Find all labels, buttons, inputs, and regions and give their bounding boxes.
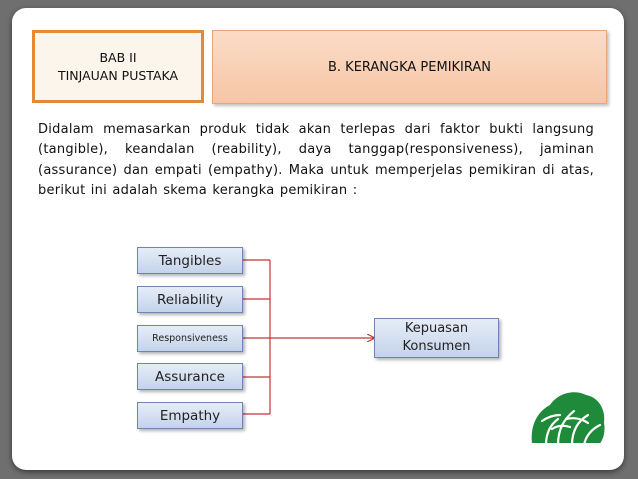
node-assurance: Assurance [137, 363, 243, 390]
node-reliability: Reliability [137, 286, 243, 313]
chapter-number: BAB II [99, 49, 137, 65]
node-kepuasan-konsumen [374, 318, 499, 358]
section-title: B. KERANGKA PEMIKIRAN [327, 59, 492, 75]
tree-logo-icon [528, 385, 608, 457]
result-line-2: Konsumen [402, 339, 471, 354]
body-paragraph: Didalam memasarkan produk tidak akan terlepas dari faktor bukti langsung (tangible), keandalan (reability), daya tanggap(responsiveness), jaminan (assurance) dan empati (empathy). Maka untuk memperjelas pemikiran di atas, berikut ini adalah skema kerangka pemikiran : [38, 122, 594, 198]
result-line-1: Kepuasan [404, 321, 469, 336]
chapter-title: TINJAUAN PUSTAKA [57, 67, 179, 83]
node-responsiveness: Responsiveness [137, 325, 243, 352]
node-tangibles: Tangibles [137, 247, 243, 274]
node-empathy: Empathy [137, 402, 243, 429]
